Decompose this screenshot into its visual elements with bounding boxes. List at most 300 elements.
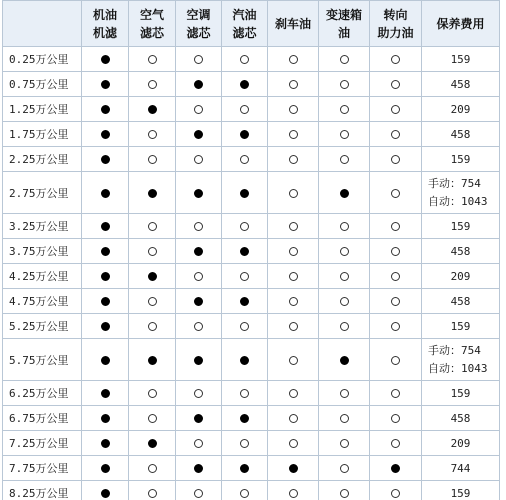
table-row [3, 481, 500, 500]
empty-circle-icon [289, 222, 298, 231]
service-cell [82, 264, 129, 289]
table-row [3, 406, 500, 431]
table-row [3, 147, 500, 172]
mileage-cell: 2.25万公里 [3, 147, 82, 172]
service-cell [222, 239, 268, 264]
filled-circle-icon [101, 297, 110, 306]
cost-value: 209 [450, 269, 471, 283]
empty-circle-icon [391, 222, 400, 231]
service-cell [222, 314, 268, 339]
service-cell [129, 431, 176, 456]
service-cell [268, 172, 319, 214]
empty-circle-icon [148, 489, 157, 498]
empty-circle-icon [391, 247, 400, 256]
filled-circle-icon [101, 189, 110, 198]
cost-cell [422, 481, 500, 500]
service-cell [176, 122, 222, 147]
empty-circle-icon [240, 155, 249, 164]
filled-circle-icon [101, 55, 110, 64]
header-label: 机滤 [92, 25, 117, 40]
empty-circle-icon [194, 389, 203, 398]
filled-circle-icon [101, 439, 110, 448]
service-cell [222, 339, 268, 381]
header-cell [82, 1, 129, 47]
service-cell [268, 314, 319, 339]
header-label: 滤芯 [232, 25, 257, 40]
empty-circle-icon [340, 55, 349, 64]
service-cell [268, 214, 319, 239]
service-cell [176, 456, 222, 481]
service-cell [82, 381, 129, 406]
service-cell [222, 122, 268, 147]
table-row [3, 456, 500, 481]
service-cell [176, 264, 222, 289]
service-cell [222, 147, 268, 172]
filled-circle-icon [101, 80, 110, 89]
table-row [3, 339, 500, 381]
header-cell [319, 1, 370, 47]
filled-circle-icon [240, 356, 249, 365]
service-cell [370, 97, 422, 122]
cost-value: 209 [450, 436, 471, 450]
header-cell [129, 1, 176, 47]
cost-cell [422, 147, 500, 172]
cost-cell [422, 239, 500, 264]
service-cell [319, 314, 370, 339]
empty-circle-icon [340, 389, 349, 398]
filled-circle-icon [101, 155, 110, 164]
service-cell [82, 406, 129, 431]
empty-circle-icon [289, 389, 298, 398]
service-cell [319, 289, 370, 314]
empty-circle-icon [340, 222, 349, 231]
service-cell [82, 122, 129, 147]
service-cell [82, 72, 129, 97]
service-cell [82, 147, 129, 172]
filled-circle-icon [194, 414, 203, 423]
empty-circle-icon [340, 272, 349, 281]
service-cell [268, 481, 319, 500]
empty-circle-icon [391, 105, 400, 114]
table-row [3, 97, 500, 122]
service-cell [129, 381, 176, 406]
service-cell [176, 481, 222, 500]
service-cell [319, 172, 370, 214]
mileage-cell: 3.25万公里 [3, 214, 82, 239]
service-cell [268, 122, 319, 147]
table-row [3, 431, 500, 456]
empty-circle-icon [148, 130, 157, 139]
service-cell [129, 406, 176, 431]
filled-circle-icon [194, 297, 203, 306]
service-cell [82, 314, 129, 339]
mileage-cell: 4.25万公里 [3, 264, 82, 289]
empty-circle-icon [289, 439, 298, 448]
service-cell [268, 97, 319, 122]
filled-circle-icon [340, 189, 349, 198]
header-label: 滤芯 [186, 25, 211, 40]
cost-cell [422, 339, 500, 381]
filled-circle-icon [240, 80, 249, 89]
service-cell [82, 214, 129, 239]
filled-circle-icon [101, 464, 110, 473]
empty-circle-icon [340, 297, 349, 306]
service-cell [176, 47, 222, 72]
empty-circle-icon [148, 322, 157, 331]
service-cell [176, 72, 222, 97]
service-cell [319, 456, 370, 481]
service-cell [129, 214, 176, 239]
service-cell [319, 239, 370, 264]
service-cell [82, 172, 129, 214]
empty-circle-icon [340, 439, 349, 448]
service-cell [370, 172, 422, 214]
mileage-cell: 1.75万公里 [3, 122, 82, 147]
table-row [3, 239, 500, 264]
empty-circle-icon [391, 414, 400, 423]
cost-cell [422, 264, 500, 289]
mileage-cell: 0.75万公里 [3, 72, 82, 97]
empty-circle-icon [340, 247, 349, 256]
service-cell [268, 47, 319, 72]
cost-cell [422, 456, 500, 481]
filled-circle-icon [194, 189, 203, 198]
service-cell [370, 481, 422, 500]
service-cell [319, 339, 370, 381]
table-row [3, 47, 500, 72]
empty-circle-icon [194, 272, 203, 281]
service-cell [222, 214, 268, 239]
service-cell [222, 72, 268, 97]
cost-value: 458 [450, 411, 471, 425]
empty-circle-icon [340, 105, 349, 114]
service-cell [222, 431, 268, 456]
filled-circle-icon [148, 105, 157, 114]
filled-circle-icon [101, 322, 110, 331]
empty-circle-icon [148, 414, 157, 423]
header-label: 空调 [186, 7, 211, 22]
service-cell [268, 147, 319, 172]
empty-circle-icon [148, 55, 157, 64]
filled-circle-icon [101, 130, 110, 139]
header-label: 汽油 [232, 7, 257, 22]
service-cell [222, 456, 268, 481]
mileage-cell: 4.75万公里 [3, 289, 82, 314]
empty-circle-icon [194, 322, 203, 331]
cost-cell [422, 72, 500, 97]
empty-circle-icon [391, 80, 400, 89]
service-cell [129, 264, 176, 289]
service-cell [370, 72, 422, 97]
header-cell [3, 1, 82, 47]
table-row [3, 172, 500, 214]
header-label: 油 [337, 25, 350, 40]
filled-circle-icon [240, 247, 249, 256]
cost-cell [422, 381, 500, 406]
empty-circle-icon [194, 489, 203, 498]
header-label: 空气 [139, 7, 164, 22]
empty-circle-icon [194, 55, 203, 64]
filled-circle-icon [240, 189, 249, 198]
empty-circle-icon [340, 489, 349, 498]
filled-circle-icon [340, 356, 349, 365]
service-cell [370, 122, 422, 147]
service-cell [268, 406, 319, 431]
filled-circle-icon [194, 130, 203, 139]
service-cell [222, 289, 268, 314]
mileage-cell: 3.75万公里 [3, 239, 82, 264]
cost-value: 458 [450, 244, 471, 258]
cost-value: 159 [450, 52, 471, 66]
header-cell [370, 1, 422, 47]
cost-cell [422, 406, 500, 431]
empty-circle-icon [289, 105, 298, 114]
service-cell [222, 381, 268, 406]
service-cell [222, 172, 268, 214]
cost-value: 458 [450, 77, 471, 91]
service-cell [129, 314, 176, 339]
filled-circle-icon [101, 105, 110, 114]
service-cell [319, 481, 370, 500]
service-cell [129, 47, 176, 72]
cost-value: 458 [450, 294, 471, 308]
service-cell [176, 172, 222, 214]
filled-circle-icon [240, 414, 249, 423]
empty-circle-icon [340, 130, 349, 139]
service-cell [176, 406, 222, 431]
service-cell [370, 264, 422, 289]
filled-circle-icon [101, 356, 110, 365]
empty-circle-icon [289, 489, 298, 498]
mileage-cell: 5.25万公里 [3, 314, 82, 339]
service-cell [129, 72, 176, 97]
empty-circle-icon [340, 80, 349, 89]
empty-circle-icon [289, 297, 298, 306]
cost-cell [422, 214, 500, 239]
empty-circle-icon [194, 105, 203, 114]
empty-circle-icon [148, 389, 157, 398]
table-header [3, 1, 500, 47]
filled-circle-icon [194, 80, 203, 89]
cost-cell [422, 47, 500, 72]
cost-cell [422, 97, 500, 122]
mileage-cell: 8.25万公里 [3, 481, 82, 500]
service-cell [319, 97, 370, 122]
service-cell [129, 481, 176, 500]
filled-circle-icon [240, 464, 249, 473]
empty-circle-icon [148, 247, 157, 256]
service-cell [82, 431, 129, 456]
filled-circle-icon [148, 356, 157, 365]
mileage-cell: 7.25万公里 [3, 431, 82, 456]
service-cell [319, 122, 370, 147]
empty-circle-icon [340, 414, 349, 423]
service-cell [129, 122, 176, 147]
service-cell [268, 339, 319, 381]
filled-circle-icon [194, 247, 203, 256]
service-cell [319, 264, 370, 289]
empty-circle-icon [148, 155, 157, 164]
empty-circle-icon [289, 322, 298, 331]
header-label: 保养费用 [436, 16, 485, 31]
service-cell [82, 47, 129, 72]
service-cell [176, 381, 222, 406]
service-cell [370, 431, 422, 456]
service-cell [82, 97, 129, 122]
cost-value: 209 [450, 102, 471, 116]
service-cell [129, 97, 176, 122]
empty-circle-icon [240, 322, 249, 331]
empty-circle-icon [194, 222, 203, 231]
filled-circle-icon [148, 439, 157, 448]
service-cell [82, 481, 129, 500]
empty-circle-icon [391, 155, 400, 164]
empty-circle-icon [289, 414, 298, 423]
service-cell [222, 406, 268, 431]
table-body [3, 47, 500, 500]
header-label: 变速箱 [325, 7, 362, 22]
cost-value: 159 [450, 486, 471, 500]
service-cell [129, 456, 176, 481]
service-cell [370, 456, 422, 481]
cost-cell [422, 122, 500, 147]
empty-circle-icon [289, 356, 298, 365]
empty-circle-icon [148, 80, 157, 89]
empty-circle-icon [391, 55, 400, 64]
mileage-cell: 0.25万公里 [3, 47, 82, 72]
empty-circle-icon [240, 55, 249, 64]
service-cell [222, 481, 268, 500]
empty-circle-icon [240, 389, 249, 398]
cost-value: 自动：1043 [428, 361, 488, 375]
cost-value: 手动：754 [428, 176, 481, 190]
cost-cell [422, 289, 500, 314]
service-cell [319, 406, 370, 431]
service-cell [268, 289, 319, 314]
cost-cell [422, 431, 500, 456]
filled-circle-icon [101, 389, 110, 398]
service-cell [370, 147, 422, 172]
header-cell [176, 1, 222, 47]
cost-value: 744 [450, 461, 471, 475]
empty-circle-icon [340, 322, 349, 331]
table-row [3, 381, 500, 406]
empty-circle-icon [391, 489, 400, 498]
filled-circle-icon [240, 130, 249, 139]
header-label: 助力油 [377, 25, 414, 40]
empty-circle-icon [240, 489, 249, 498]
header-cell [422, 1, 500, 47]
service-cell [370, 381, 422, 406]
header-label: 刹车油 [274, 16, 311, 31]
empty-circle-icon [391, 322, 400, 331]
service-cell [222, 264, 268, 289]
service-cell [319, 147, 370, 172]
empty-circle-icon [148, 222, 157, 231]
empty-circle-icon [194, 155, 203, 164]
service-cell [319, 72, 370, 97]
mileage-cell: 1.25万公里 [3, 97, 82, 122]
filled-circle-icon [148, 189, 157, 198]
service-cell [370, 339, 422, 381]
service-cell [176, 289, 222, 314]
empty-circle-icon [148, 297, 157, 306]
cost-value: 159 [450, 386, 471, 400]
empty-circle-icon [391, 439, 400, 448]
service-cell [222, 97, 268, 122]
service-cell [370, 406, 422, 431]
cost-value: 自动：1043 [428, 194, 488, 208]
service-cell [176, 431, 222, 456]
service-cell [129, 289, 176, 314]
service-cell [268, 456, 319, 481]
service-cell [268, 239, 319, 264]
empty-circle-icon [391, 356, 400, 365]
service-cell [129, 239, 176, 264]
header-cell [268, 1, 319, 47]
filled-circle-icon [240, 297, 249, 306]
empty-circle-icon [194, 439, 203, 448]
filled-circle-icon [194, 356, 203, 365]
mileage-cell: 6.75万公里 [3, 406, 82, 431]
cost-value: 159 [450, 319, 471, 333]
header-cell [222, 1, 268, 47]
filled-circle-icon [148, 272, 157, 281]
service-cell [82, 339, 129, 381]
filled-circle-icon [194, 464, 203, 473]
empty-circle-icon [240, 272, 249, 281]
empty-circle-icon [240, 105, 249, 114]
mileage-cell: 6.25万公里 [3, 381, 82, 406]
filled-circle-icon [391, 464, 400, 473]
empty-circle-icon [289, 247, 298, 256]
service-cell [268, 72, 319, 97]
filled-circle-icon [289, 464, 298, 473]
empty-circle-icon [289, 130, 298, 139]
service-cell [268, 431, 319, 456]
service-cell [370, 47, 422, 72]
filled-circle-icon [101, 222, 110, 231]
service-cell [370, 289, 422, 314]
service-cell [176, 239, 222, 264]
service-cell [129, 147, 176, 172]
service-cell [82, 289, 129, 314]
mileage-cell: 2.75万公里 [3, 172, 82, 214]
header-label: 转向 [383, 7, 408, 22]
empty-circle-icon [391, 297, 400, 306]
service-cell [176, 339, 222, 381]
cost-cell [422, 314, 500, 339]
header-label: 滤芯 [139, 25, 164, 40]
table-row [3, 122, 500, 147]
empty-circle-icon [340, 155, 349, 164]
service-cell [129, 172, 176, 214]
maintenance-table [2, 0, 500, 500]
service-cell [176, 147, 222, 172]
cost-cell [422, 172, 500, 214]
service-cell [319, 431, 370, 456]
mileage-cell: 5.75万公里 [3, 339, 82, 381]
service-cell [268, 264, 319, 289]
service-cell [82, 239, 129, 264]
cost-value: 159 [450, 219, 471, 233]
filled-circle-icon [101, 247, 110, 256]
cost-value: 手动：754 [428, 343, 481, 357]
service-cell [222, 47, 268, 72]
mileage-cell: 7.75万公里 [3, 456, 82, 481]
table-row [3, 72, 500, 97]
filled-circle-icon [101, 272, 110, 281]
